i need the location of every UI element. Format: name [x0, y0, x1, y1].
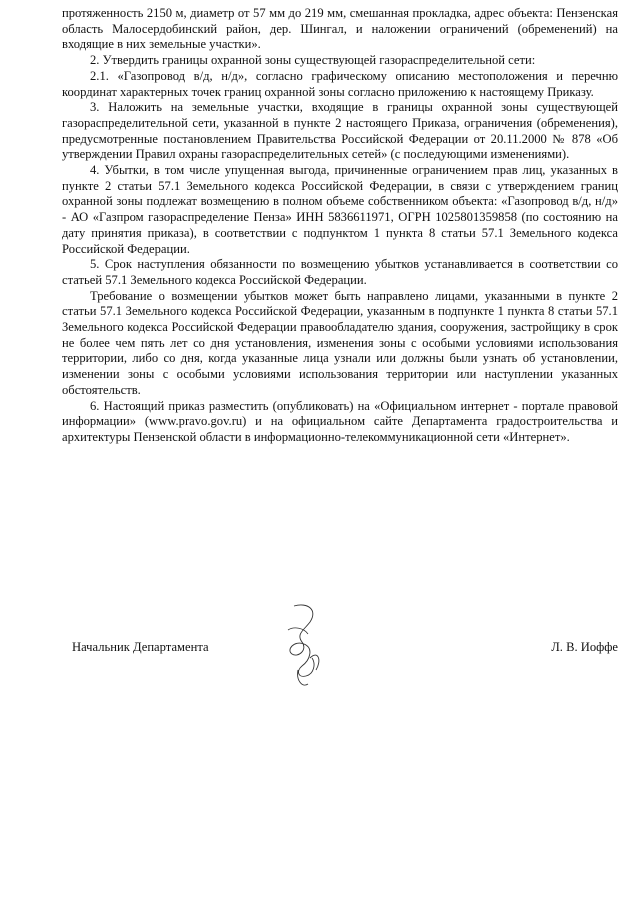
signature-block: [62, 600, 618, 700]
document-body: [62, 6, 618, 446]
paragraph-item-2-1: 2.1. «Газопровод в/д, н/д», согласно графическому описанию местоположения и перечню координат характерных точек границ охранной зоны согласно приложению к настоящему Приказу.: [62, 68, 618, 99]
paragraph-item-2: 2. Утвердить границы охранной зоны существующей газораспределительной сети:: [90, 53, 536, 68]
paragraph-item-6: 6. Настоящий приказ разместить (опубликовать) на «Официальном интернет - портале правовой информации» (www.pravo.gov.ru) и на официальном сайте Департамента градостроительства и архитектуры Пензенской области в информационно-телекоммуникационной сети «Интернет».: [62, 398, 618, 444]
paragraph-object-description: протяженность 2150 м, диаметр от 57 мм до 219 мм, смешанная прокладка, адрес объекта: Пензенская область Малосердобинский район, дер. Шингал, и наложении ограничений (обременений) на входящие в них земельные участки».: [62, 6, 618, 52]
handwritten-signature: [274, 600, 334, 692]
paragraph-item-3: 3. Наложить на земельные участки, входящие в границы охранной зоны существующей газораспределительной сети, указанной в пункте 2 настоящего Приказа, ограничения (обременения), предусмотренные постановлением Правительства Российской Федерации от 20.11.2000 № 878 «Об утверждении Правил охраны газораспределительных сетей» (с последующими изменениями).: [62, 100, 618, 162]
paragraph-item-5: 5. Срок наступления обязанности по возмещению убытков устанавливается в соответствии со статьей 57.1 Земельного кодекса Российской Федерации.: [62, 257, 618, 287]
signatory-title: Начальник Департамента: [72, 640, 209, 654]
signatory-name: Л. В. Иоффе: [551, 640, 618, 654]
paragraph-item-4: 4. Убытки, в том числе упущенная выгода, причиненные ограничением прав лиц, указанных в пункте 2 статьи 57.1 Земельного кодекса Российской Федерации, в связи с утверждением границ охранной зоны подлежат возмещению в полном объеме собственником объекта: «Газопровод в/д, н/д» - АО «Газпром газораспределение Пенза» ИНН 5836611971, ОГРН 1025801359858 (по состоянию на дату принятия приказа), в соответствии с подпунктом 1 пункта 8 статьи 57.1 Земельного кодекса Российской Федерации.: [62, 163, 618, 256]
paragraph-claim-requirement: Требование о возмещении убытков может быть направлено лицами, указанными в пункте 2 статьи 57.1 Земельного кодекса Российской Федерации, указанным в подпункте 1 пункта 8 статьи 57.1 Земельного кодекса Российской Федерации правообладателю здания, сооружения, застройщику в срок не более чем пять лет со дня установления, изменения зоны с особыми условиями использования территории, либо со дня, когда указанные лица узнали или должны были узнать об установлении, изменении зоны с особыми условиями использования территории или наступлении указанных обстоятельств.: [62, 288, 618, 397]
